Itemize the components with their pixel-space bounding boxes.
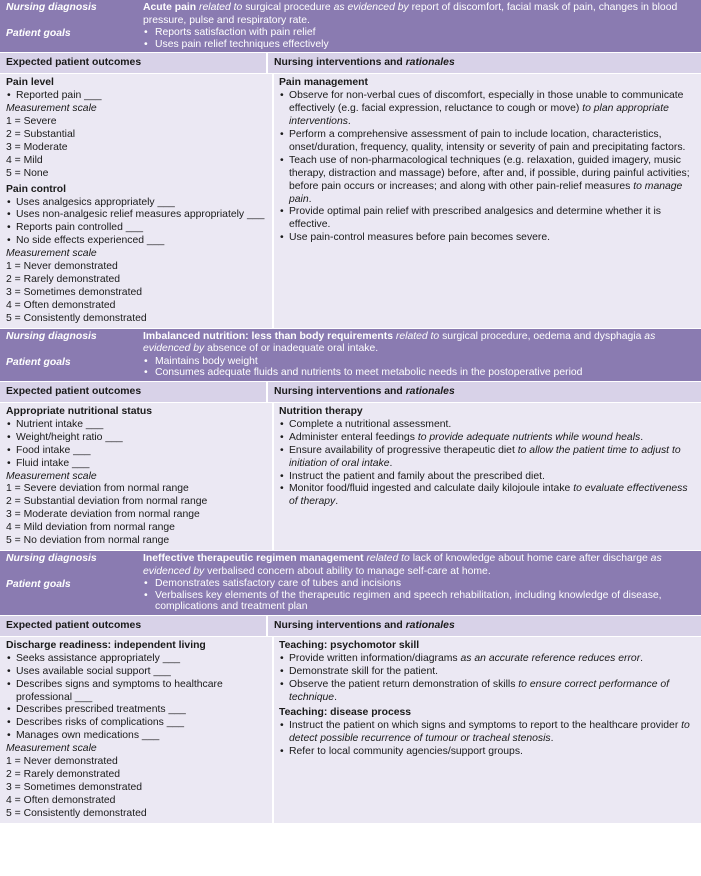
outcome-title: Discharge readiness: independent living	[6, 639, 206, 651]
scale-entry: 1 = Never demonstrated	[6, 756, 118, 768]
outcome-indicator: • No side effects experienced ___	[6, 235, 266, 248]
interventions-header-text: Nursing interventions and	[274, 385, 406, 397]
outcome-indicator-list	[6, 419, 266, 471]
rationale-end: .	[308, 193, 312, 205]
expected-outcomes-header: Expected patient outcomes	[0, 616, 268, 636]
outcome-indicator-list	[6, 90, 266, 103]
diagnosis-band	[0, 551, 701, 616]
rationale-end: .	[640, 431, 644, 443]
intervention-list	[279, 419, 695, 509]
patient-goals-label: Patient goals	[6, 579, 71, 591]
outcome-indicator-list	[6, 653, 266, 743]
rationale-text: to allow the patient time to adjust to initiation of oral intake	[289, 444, 681, 469]
scale-entry: 4 = Mild deviation from normal range	[6, 522, 175, 534]
scale-entry: 5 = Consistently demonstrated	[6, 807, 147, 819]
outcome-indicator-list	[6, 197, 266, 249]
section-body	[0, 74, 701, 328]
rationale-text: as an accurate reference reduces error	[460, 652, 641, 664]
intervention-item	[279, 746, 695, 759]
intervention-text: Observe the patient return demonstration of skills	[289, 678, 516, 690]
related-to-label: related to	[199, 2, 243, 13]
evidenced-by-label: as evidenced by	[143, 330, 656, 355]
diagnosis-row	[6, 2, 695, 27]
evidenced-by-label: as evidenced by	[143, 552, 662, 577]
rationale-text: to provide adequate nutrients while wound heals	[417, 431, 641, 443]
intervention-item	[279, 155, 695, 207]
outcome-indicator: • Describes risks of complications ___	[6, 717, 266, 730]
outcome-indicator: • Describes prescribed treatments ___	[6, 704, 266, 717]
outcome-indicator: • Uses non-analgesic relief measures appropriately ___	[6, 209, 266, 222]
outcome-indicator: • Manages own medications ___	[6, 730, 266, 743]
rationales-header-text: rationales	[405, 385, 455, 397]
goal-item: • Maintains body weight	[143, 356, 695, 368]
outcome-indicator: • Fluid intake ___	[6, 458, 266, 471]
intervention-item	[279, 483, 695, 509]
diagnosis-cause: surgical procedure	[245, 2, 331, 13]
diagnosis-cause: surgical procedure, oedema and dysphagia	[442, 330, 642, 342]
interventions-header	[268, 616, 701, 636]
scale-entry: 1 = Never demonstrated	[6, 261, 118, 273]
interventions-header	[268, 382, 701, 402]
outcome-title: Pain control	[6, 183, 67, 195]
diagnosis-row	[6, 553, 695, 578]
intervention-item	[279, 232, 695, 245]
intervention-text: Instruct the patient and family about the prescribed diet.	[289, 470, 545, 482]
outcome-title: Pain level	[6, 77, 54, 89]
intervention-text: Administer enteral feedings	[289, 431, 415, 443]
outcome-indicator: • Reports pain controlled ___	[6, 222, 266, 235]
intervention-text: Use pain-control measures before pain becomes severe.	[289, 232, 551, 244]
scale-entry: 2 = Rarely demonstrated	[6, 768, 121, 780]
intervention-text: Provide written information/diagrams	[289, 652, 458, 664]
intervention-title: Teaching: psychomotor skill	[279, 639, 420, 651]
scale-entry: 3 = Sometimes demonstrated	[6, 781, 143, 793]
column-header-row	[0, 53, 701, 74]
diagnosis-title: Ineffective therapeutic regimen management	[143, 552, 364, 564]
expected-outcomes-header: Expected patient outcomes	[0, 382, 268, 402]
intervention-item	[279, 471, 695, 484]
outcome-indicator: • Weight/height ratio ___	[6, 432, 266, 445]
scale-entry: 3 = Moderate	[6, 141, 68, 153]
intervention-item	[279, 419, 695, 432]
intervention-item	[279, 432, 695, 445]
scale-entry: 3 = Sometimes demonstrated	[6, 286, 143, 298]
intervention-item	[279, 445, 695, 471]
intervention-text: Provide optimal pain relief with prescribed analgesics and determine whether it is effective.	[289, 206, 661, 231]
interventions-column	[274, 637, 701, 823]
scale-entry: 2 = Substantial	[6, 129, 76, 140]
outcomes-column	[0, 403, 274, 550]
nursing-diagnosis-label: Nursing diagnosis	[6, 330, 97, 342]
outcome-indicator: • Seeks assistance appropriately ___	[6, 653, 266, 666]
intervention-list	[279, 720, 695, 759]
diagnosis-evidence: absence of or inadequate oral intake.	[207, 343, 379, 355]
interventions-column	[274, 74, 701, 327]
outcome-title: Appropriate nutritional status	[6, 405, 153, 417]
outcome-indicator: • Describes signs and symptoms to healthcare professional ___	[6, 679, 266, 705]
intervention-item	[279, 666, 695, 679]
goal-item: • Reports satisfaction with pain relief	[143, 27, 695, 39]
intervention-item	[279, 653, 695, 666]
column-header-row	[0, 616, 701, 637]
patient-goals-label: Patient goals	[6, 356, 71, 368]
scale-entry: 5 = No deviation from normal range	[6, 535, 170, 547]
rationale-end: .	[334, 691, 337, 703]
outcome-indicator: • Reported pain ___	[6, 90, 266, 103]
scale-entry: 1 = Severe deviation from normal range	[6, 483, 189, 495]
goal-item: • Consumes adequate fluids and nutrients to meet metabolic needs in the postoperative period	[143, 367, 695, 379]
interventions-column	[274, 403, 701, 550]
scale-entry: 4 = Mild	[6, 154, 43, 166]
patient-goals-row	[6, 578, 695, 613]
diagnosis-row	[6, 331, 695, 356]
related-to-label: related to	[395, 330, 440, 342]
measurement-scale-label: Measurement scale	[6, 103, 97, 115]
intervention-text: Complete a nutritional assessment.	[289, 418, 452, 430]
diagnosis-text	[143, 331, 695, 356]
diagnosis-text	[143, 2, 695, 27]
intervention-text: Monitor food/fluid ingested and calculate daily kilojoule intake	[289, 483, 571, 495]
outcome-indicator: • Uses analgesics appropriately ___	[6, 197, 266, 210]
rationale-end: .	[335, 496, 339, 508]
rationale-end: .	[550, 733, 554, 745]
intervention-item	[279, 720, 695, 746]
diagnosis-band	[0, 329, 701, 382]
rationale-end: .	[347, 116, 351, 128]
intervention-title: Pain management	[279, 77, 368, 89]
diagnosis-evidence: report of discomfort, facial mask of pain, changes in blood pressure, pulse and respiratory rate.	[143, 2, 678, 26]
interventions-header-text: Nursing interventions and	[274, 619, 406, 631]
goal-item: • Verbalises key elements of the therapeutic regimen and speech rehabilitation, including knowledge of disease, complications and treatment plan	[143, 590, 695, 613]
measurement-scale-label: Measurement scale	[6, 248, 97, 260]
evidenced-by-label: as evidenced by	[333, 2, 409, 13]
patient-goals-list	[143, 27, 695, 50]
nursing-diagnosis-label: Nursing diagnosis	[6, 2, 97, 13]
patient-goals-row	[6, 27, 695, 50]
diagnosis-text	[143, 553, 695, 578]
outcome-indicator: • Nutrient intake ___	[6, 419, 266, 432]
scale-entry: 5 = Consistently demonstrated	[6, 312, 147, 324]
intervention-item	[279, 90, 695, 129]
patient-goals-label: Patient goals	[6, 28, 71, 40]
rationales-header-text: rationales	[405, 619, 455, 631]
intervention-title: Teaching: disease process	[279, 707, 412, 719]
intervention-list	[279, 653, 695, 705]
rationales-header-text: rationales	[405, 57, 455, 69]
intervention-text: Perform a comprehensive assessment of pain to include location, characteristics, onset/duration, frequency, quality, intensity or severity of pain and precipitating factors.	[289, 129, 686, 153]
interventions-header-text: Nursing interventions and	[274, 57, 406, 69]
measurement-scale-label: Measurement scale	[6, 470, 97, 482]
interventions-header	[268, 53, 701, 73]
rationale-text: to detect possible recurrence of tumour or tracheal stenosis	[289, 720, 690, 745]
intervention-text: Teach use of non-pharmacological techniques (e.g. relaxation, guided imagery, music therapy, distraction and massage) before, after and, if possible, during painful activities; before pain occurs or increases; and along with other pain-relief measures	[289, 154, 690, 192]
outcome-indicator: • Uses available social support ___	[6, 666, 266, 679]
diagnosis-title: Imbalanced nutrition: less than body requirements	[143, 330, 393, 342]
patient-goals-list	[143, 578, 695, 613]
rationale-text: to manage pain	[289, 180, 683, 205]
scale-entry: 5 = None	[6, 167, 49, 179]
diagnosis-evidence: verbalised concern about ability to manage self-care at home.	[207, 565, 491, 577]
scale-entry: 4 = Often demonstrated	[6, 299, 116, 311]
diagnosis-band	[0, 0, 701, 53]
rationale-text: to evaluate effectiveness of therapy	[289, 483, 688, 508]
rationale-text: to ensure correct performance of technique	[289, 678, 670, 703]
rationale-text: to plan appropriate interventions	[289, 103, 669, 128]
patient-goals-row	[6, 356, 695, 379]
section-body	[0, 637, 701, 824]
scale-entry: 4 = Often demonstrated	[6, 794, 116, 806]
goal-item: • Uses pain relief techniques effectively	[143, 39, 695, 51]
intervention-text: Demonstrate skill for the patient.	[289, 665, 439, 677]
intervention-text: Refer to local community agencies/support groups.	[289, 746, 523, 758]
intervention-list	[279, 90, 695, 245]
outcome-indicator: • Food intake ___	[6, 445, 266, 458]
intervention-item	[279, 129, 695, 155]
related-to-label: related to	[366, 552, 410, 564]
outcomes-column	[0, 74, 274, 327]
diagnosis-title: Acute pain	[143, 2, 197, 13]
scale-entry: 1 = Severe	[6, 116, 57, 128]
nursing-diagnosis-label: Nursing diagnosis	[6, 552, 97, 564]
goal-item: • Demonstrates satisfactory care of tubes and incisions	[143, 578, 695, 590]
patient-goals-list	[143, 356, 695, 379]
rationale-end: .	[389, 457, 393, 469]
intervention-text: Ensure availability of progressive therapeutic diet	[289, 444, 515, 456]
intervention-text: Instruct the patient on which signs and symptoms to report to the healthcare provider	[289, 720, 679, 732]
intervention-title: Nutrition therapy	[279, 405, 363, 417]
intervention-item	[279, 679, 695, 705]
intervention-item	[279, 206, 695, 232]
intervention-text: Observe for non-verbal cues of discomfort, especially in those unable to communicate effectively (e.g. facial expression, reluctance to cough or move)	[289, 90, 684, 115]
column-header-row	[0, 382, 701, 403]
rationale-end: .	[640, 652, 644, 664]
expected-outcomes-header: Expected patient outcomes	[0, 53, 268, 73]
diagnosis-cause: lack of knowledge about home care after discharge	[412, 552, 648, 564]
outcomes-column	[0, 637, 274, 823]
scale-entry: 3 = Moderate deviation from normal range	[6, 509, 200, 521]
measurement-scale-label: Measurement scale	[6, 743, 97, 755]
scale-entry: 2 = Substantial deviation from normal range	[6, 496, 208, 508]
scale-entry: 2 = Rarely demonstrated	[6, 273, 121, 285]
section-body	[0, 403, 701, 551]
